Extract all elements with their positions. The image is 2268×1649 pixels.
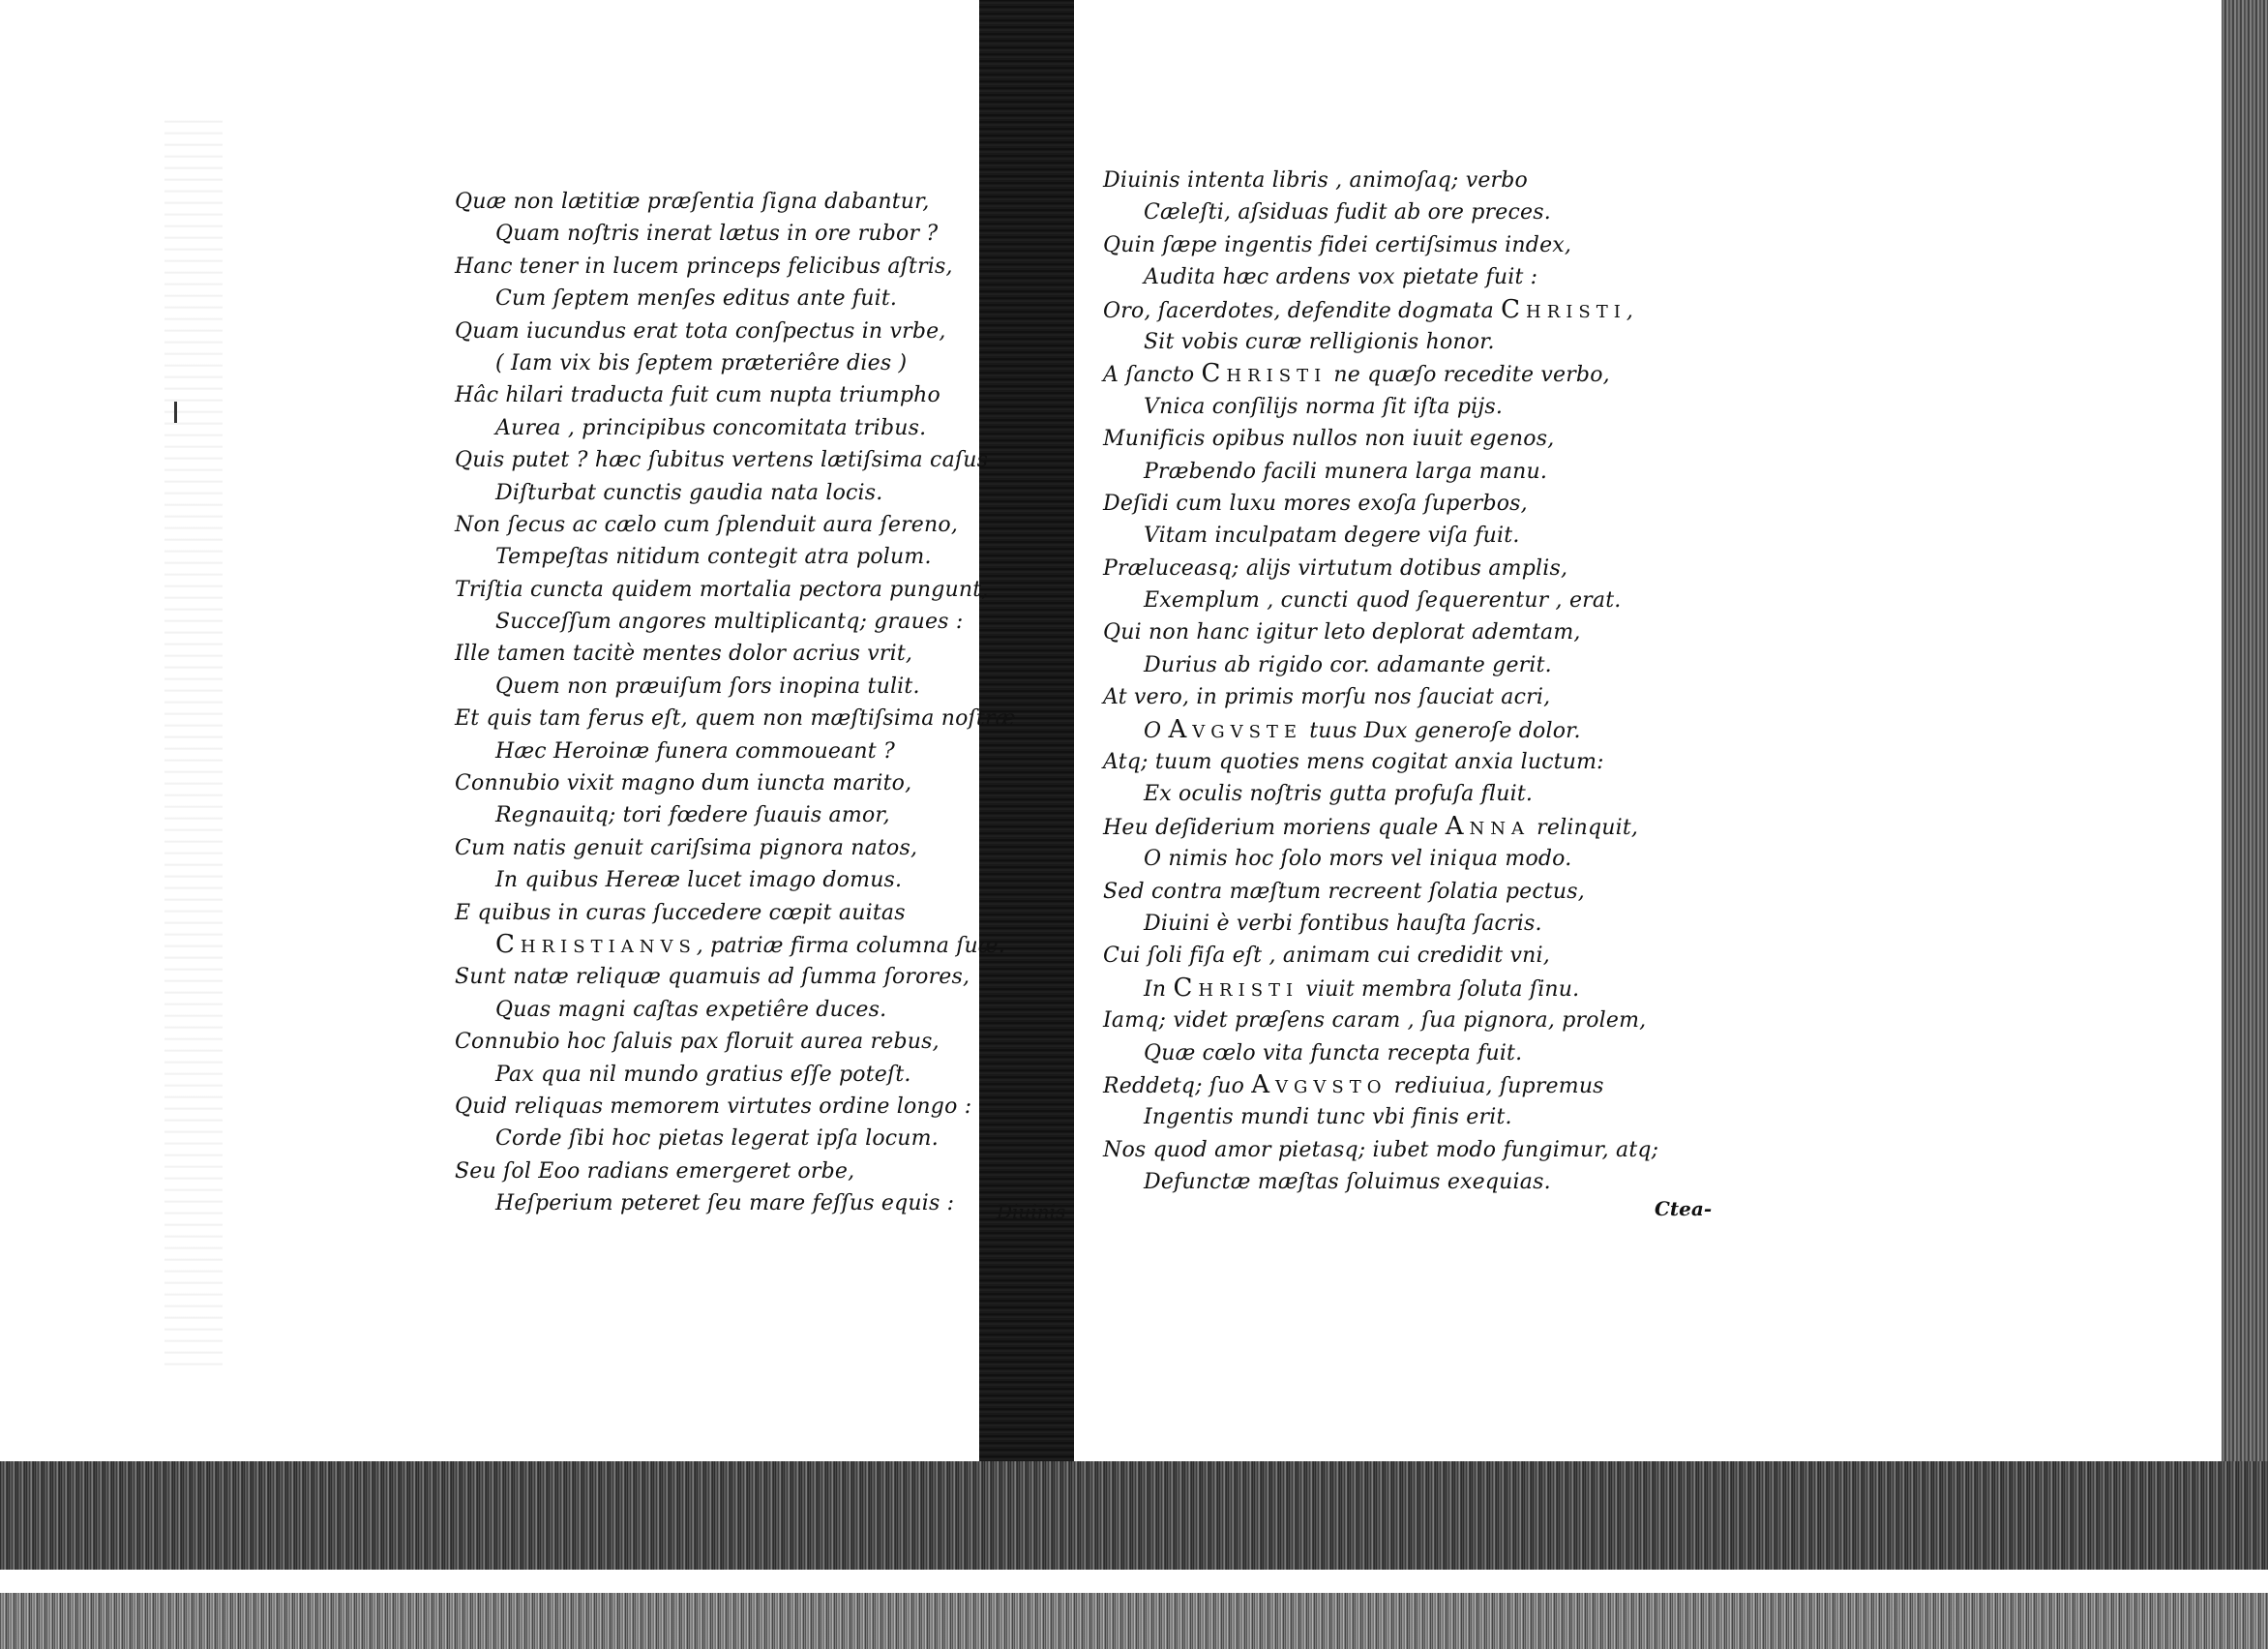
- verse-line-prefix: Heu deſiderium moriens quale: [1103, 815, 1446, 840]
- verse-line: [1103, 940, 1658, 972]
- verse-line-text: ( Iam vix bis ſeptem præteriêre dies ): [495, 350, 908, 375]
- verse-line: [455, 315, 1016, 347]
- verse-line: [1103, 165, 1658, 196]
- verse-line-text: Tempeſtas nitidum contegit atra polum.: [495, 545, 932, 570]
- verse-line: [455, 767, 1016, 799]
- verse-line: [455, 994, 1016, 1026]
- verse-line-text: Iamq; videt præſens caram , ſua pignora, prolem,: [1103, 1008, 1647, 1034]
- verse-line: [1103, 391, 1658, 423]
- verse-line: [455, 1059, 1016, 1091]
- left-page-verse: [455, 186, 1016, 1220]
- verse-line-text: Diſturbat cunctis gaudia nata locis.: [495, 480, 883, 505]
- verse-line: [455, 283, 1016, 315]
- verse-line: [1103, 714, 1658, 746]
- verse-line-text: Quam noſtris inerat lætus in ore rubor ?: [495, 222, 939, 247]
- verse-line-text: Et quis tam ferus eſt, quem non mæſtiſsima noſtræ: [455, 706, 1016, 732]
- verse-line-prefix: A ſancto: [1103, 363, 1202, 388]
- small-caps-name: Christianvs: [495, 929, 697, 959]
- verse-line-text: Vitam inculpatam degere viſa fuit.: [1144, 524, 1520, 549]
- scan-edge-right: [2222, 0, 2268, 1461]
- verse-line: [1103, 520, 1658, 552]
- verse-line-text: Præluceasq; alijs virtutum dotibus amplis,: [1103, 555, 1568, 581]
- verse-line-text: Exemplum , cuncti quod ſequerentur , erat.: [1144, 588, 1622, 614]
- verse-line: [455, 251, 1016, 283]
- verse-line: [455, 703, 1016, 735]
- verse-line: [455, 186, 1016, 218]
- verse-line: [455, 444, 1016, 476]
- verse-line-text: rediuiua, ſupremus: [1387, 1073, 1604, 1098]
- verse-line-text: O nimis hoc ſolo mors vel iniqua modo.: [1144, 847, 1572, 872]
- verse-line-text: Qui non hanc igitur leto deplorat ademtam,: [1103, 620, 1581, 645]
- verse-line: [455, 864, 1016, 896]
- verse-line: [1103, 908, 1658, 940]
- verse-line-text: Cum ſeptem menſes editus ante fuit.: [495, 286, 898, 312]
- verse-line-text: Quæ non lætitiæ præſentia ſigna dabantur,: [455, 190, 930, 214]
- margin-mark: [174, 402, 177, 423]
- verse-line-prefix: O: [1144, 718, 1169, 743]
- verse-line-text: Connubio hoc ſaluis pax floruit aurea rebus,: [455, 1030, 940, 1055]
- verse-line-text: Quid reliquas memorem virtutes ordine longo :: [455, 1094, 972, 1119]
- verse-line: [1103, 1004, 1658, 1036]
- verse-line-text: ne quæſo recedite verbo,: [1327, 363, 1610, 388]
- verse-line-text: , patriæ firma columna ſuæ.: [696, 933, 1005, 958]
- verse-line: [1103, 973, 1658, 1004]
- verse-line: [1103, 843, 1658, 875]
- small-caps-name: Anna: [1445, 811, 1530, 841]
- verse-line: [455, 1091, 1016, 1123]
- verse-line-text: Quin ſæpe ingentis fidei certiſsimus index,: [1103, 232, 1572, 257]
- verse-line: [1103, 553, 1658, 585]
- verse-line: [455, 218, 1016, 250]
- verse-line: [455, 638, 1016, 670]
- verse-line: [455, 1155, 1016, 1187]
- verse-line: [1103, 261, 1658, 293]
- verse-line: [455, 606, 1016, 638]
- small-caps-name: Christi: [1201, 359, 1328, 389]
- verse-line-text: Quis putet ? hæc ſubitus vertens lætiſsima caſus: [455, 448, 989, 473]
- small-caps-name: Christi: [1501, 294, 1626, 324]
- verse-line: [455, 1187, 1016, 1219]
- verse-line: [455, 412, 1016, 444]
- verse-line-prefix: Oro, ſacerdotes, defendite dogmata: [1103, 298, 1502, 323]
- verse-line: [1103, 1101, 1658, 1133]
- verse-line-text: ,: [1626, 298, 1634, 323]
- verse-line-text: Defunctæ mæſtas ſoluimus exequias.: [1144, 1170, 1551, 1195]
- verse-line-text: Sit vobis curæ relligionis honor.: [1144, 329, 1495, 354]
- verse-line: [1103, 196, 1658, 228]
- verse-line-text: Deſidi cum luxu mores exoſa ſuperbos,: [1103, 491, 1528, 516]
- verse-line-text: Hâc hilari traducta fuit cum nupta triumpho: [455, 383, 940, 408]
- verse-line: [1103, 1134, 1658, 1166]
- right-page-verse: [1103, 165, 1658, 1199]
- scan-noise: [164, 116, 223, 1374]
- verse-line-text: Sunt natæ reliquæ quamuis ad ſumma ſorores,: [455, 965, 970, 990]
- verse-line: [1103, 358, 1658, 390]
- verse-line: [1103, 746, 1658, 778]
- verse-line: [1103, 681, 1658, 713]
- verse-line: [1103, 488, 1658, 520]
- verse-line: [455, 477, 1016, 509]
- verse-line-text: Diuini è verbi fontibus hauſta ſacris.: [1144, 911, 1542, 936]
- verse-line-text: In quibus Hereæ lucet imago domus.: [495, 868, 903, 893]
- verse-line-text: Heſperium peteret ſeu mare feſſus equis :: [495, 1191, 955, 1216]
- verse-line: [1103, 326, 1658, 358]
- verse-line-text: tuus Dux generoſe dolor.: [1302, 718, 1581, 743]
- verse-line-text: At vero, in primis morſu nos ſauciat acri,: [1103, 685, 1551, 710]
- verse-line: [455, 832, 1016, 864]
- verse-line-text: Seu ſol Eoo radians emergeret orbe,: [455, 1158, 855, 1184]
- verse-line: [455, 347, 1016, 379]
- verse-line-text: Quas magni caſtas expetiêre duces.: [495, 997, 887, 1022]
- verse-line: [1103, 616, 1658, 648]
- verse-line: [1103, 1069, 1658, 1101]
- verse-line: [1103, 456, 1658, 488]
- verse-line: [455, 541, 1016, 573]
- verse-line: [1103, 229, 1658, 261]
- verse-line-text: Hæc Heroinæ funera commoueant ?: [495, 738, 895, 764]
- verse-line-text: Cui ſoli fiſa eſt , animam cui credidit vni,: [1103, 944, 1550, 969]
- verse-line-text: Pax qua nil mundo gratius eſſe poteſt.: [495, 1062, 911, 1087]
- verse-line-text: Corde ſibi hoc pietas legerat ipſa locum.: [495, 1126, 939, 1152]
- verse-line-text: Ille tamen tacitè mentes dolor acrius vrit,: [455, 642, 913, 667]
- small-caps-name: Christi: [1173, 973, 1299, 1003]
- verse-line: [455, 961, 1016, 993]
- verse-line-text: Quam iucundus erat tota conſpectus in vrbe,: [455, 318, 946, 344]
- scan-gap: [0, 1570, 2268, 1593]
- verse-line-text: Quem non præuiſum ſors inopina tulit.: [495, 674, 920, 699]
- verse-line-text: Munificis opibus nullos non iuuit egenos,: [1103, 427, 1555, 452]
- verse-line: [455, 799, 1016, 831]
- verse-line-text: E quibus in curas ſuccedere cœpit auitas: [455, 900, 906, 925]
- left-page-catchword: Diuinis: [997, 1200, 1066, 1223]
- verse-line: [455, 509, 1016, 541]
- verse-line: [455, 1026, 1016, 1058]
- verse-line-prefix: In: [1144, 976, 1174, 1002]
- verse-line-text: Ingentis mundi tunc vbi finis erit.: [1144, 1105, 1512, 1130]
- verse-line: [455, 671, 1016, 703]
- verse-line-text: Quæ cœlo vita functa recepta fuit.: [1144, 1040, 1523, 1065]
- verse-line-text: Nos quod amor pietasq; iubet modo fungimur, atq;: [1103, 1137, 1659, 1162]
- right-page-catchword: Ctea-: [1655, 1197, 1713, 1220]
- verse-line-text: Audita hæc ardens vox pietate fuit :: [1144, 265, 1538, 290]
- verse-line: [1103, 811, 1658, 843]
- verse-line-text: Cum natis genuit cariſsima pignora natos,: [455, 835, 918, 860]
- verse-line-text: Non ſecus ac cælo cum ſplenduit aura ſereno,: [455, 512, 959, 537]
- verse-line: [1103, 294, 1658, 326]
- scan-edge-bottom: [0, 1461, 2268, 1570]
- verse-line-text: Sed contra mæſtum recreent ſolatia pectus,: [1103, 879, 1585, 904]
- verse-line: [1103, 778, 1658, 810]
- verse-line-text: Vnica conſilijs norma ſit iſta pijs.: [1144, 394, 1504, 419]
- verse-line: [1103, 649, 1658, 681]
- verse-line: [455, 735, 1016, 767]
- verse-line-text: Triſtia cuncta quidem mortalia pectora pungunt,: [455, 577, 989, 602]
- verse-line-text: Præbendo facili munera larga manu.: [1144, 459, 1548, 484]
- verse-line: [455, 897, 1016, 929]
- verse-line-text: Atq; tuum quoties mens cogitat anxia luctum:: [1103, 750, 1604, 775]
- verse-line: [455, 574, 1016, 606]
- verse-line-text: Ex oculis noſtris gutta profuſa fluit.: [1144, 782, 1534, 807]
- verse-line-text: viuit membra ſoluta ſinu.: [1298, 976, 1580, 1002]
- verse-line-text: Durius ab rigido cor. adamante gerit.: [1144, 652, 1552, 677]
- verse-line-prefix: Reddetq; ſuo: [1103, 1073, 1252, 1098]
- verse-line: [455, 1123, 1016, 1154]
- verse-line: [455, 379, 1016, 411]
- scan-edge-bottom-lower: [0, 1593, 2268, 1649]
- small-caps-name: Avgvste: [1168, 714, 1303, 744]
- verse-line-text: relinquit,: [1529, 815, 1639, 840]
- verse-line-text: Regnauitq; tori fœdere ſuauis amor,: [495, 803, 890, 828]
- verse-line: [455, 929, 1016, 961]
- verse-line-text: Cæleſti, aſsiduas fudit ab ore preces.: [1144, 200, 1551, 225]
- verse-line: [1103, 585, 1658, 616]
- verse-line-text: Diuinis intenta libris , animoſaq; verbo: [1103, 168, 1528, 193]
- verse-line: [1103, 423, 1658, 455]
- verse-line-text: Connubio vixit magno dum iuncta marito,: [455, 771, 912, 796]
- verse-line-text: Succeſſum angores multiplicantq; graues :: [495, 610, 964, 635]
- verse-line: [1103, 1037, 1658, 1069]
- verse-line-text: Aurea , principibus concomitata tribus.: [495, 415, 927, 440]
- verse-line: [1103, 876, 1658, 908]
- small-caps-name: Avgvsto: [1251, 1069, 1388, 1099]
- verse-line-text: Hanc tener in lucem princeps felicibus aſtris,: [455, 254, 953, 279]
- verse-line: [1103, 1166, 1658, 1198]
